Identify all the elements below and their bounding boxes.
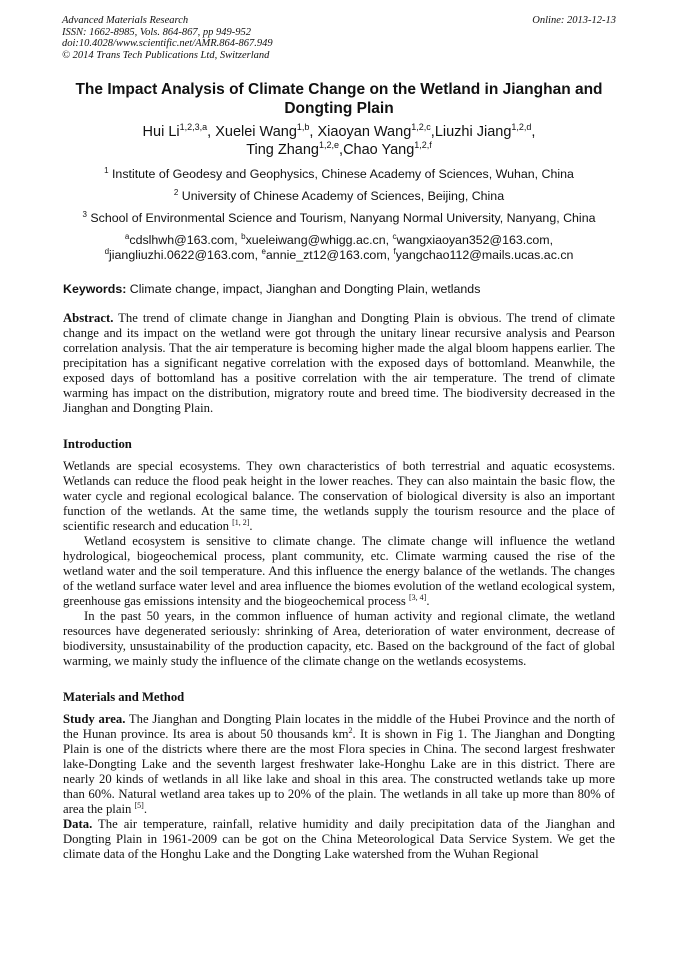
section-heading-methods: Materials and Method — [63, 690, 185, 704]
study-area-label: Study area. — [63, 712, 126, 726]
citation: [1, 2] — [232, 517, 250, 527]
abstract-label: Abstract. — [63, 311, 114, 325]
title-line-2: Dongting Plain — [284, 100, 394, 117]
citation: [3, 4] — [409, 592, 427, 602]
email-line-1 — [20, 233, 658, 248]
email: $^c$wangxiaoyan352@163.com, — [392, 231, 554, 247]
paper-title — [40, 80, 638, 118]
author: Ting Zhang$^{1,2,e}$, — [246, 140, 344, 158]
abstract — [63, 311, 615, 416]
author-line-2 — [40, 141, 638, 159]
affiliations — [20, 167, 658, 263]
author: Hui Li$^{1,2,3,a}$, — [142, 122, 216, 140]
email: $^e$annie_zt12@163.com, — [261, 246, 394, 262]
data-paragraph: Data. The air temperature, rainfall, relative humidity and daily precipitation data of the Jianghan and Dongting Plain in 1961-2009 can be got on the China Meteorological Data Service System. We get the climate data of the Honghu Lake and the Dongting Lake watershed from the Wuhan Regional — [63, 817, 615, 861]
affiliation: $^2$ University of Chinese Academy of Sciences, Beijing, China — [173, 187, 505, 203]
author-line-1 — [40, 123, 638, 141]
section-heading-introduction: Introduction — [63, 437, 132, 451]
author: Xiaoyan Wang$^{1,2,c}$, — [317, 122, 435, 140]
abstract-text: The trend of climate change in Jianghan and Dongting Plain is obvious. The trend of climate change and its impact on the wetland were got through the unitary linear recursive analysis and Pearson correlation analysis. That the air temperature is becoming higher made the algal bloom happens earlier. The precipitation has a significant negative correlation with the exposed days of bottomland. Meanwhile, the exposed days of bottomland has a positive correlation with the air temperature. The trend of climate warming has impact on the distribution, migratory route and breed time. The biodiversity decreased in the Jianghan and Dongting Plain. — [63, 311, 615, 415]
author: Xuelei Wang$^{1,b}$, — [215, 122, 318, 140]
journal-name: Advanced Materials Research — [62, 15, 189, 26]
study-area-paragraph: Study area. The Jianghan and Dongting Plain locates in the middle of the Hubei Province and the north of the Hunan province. Its area is about 50 thousands $km^2$. It is shown in Fig 1. The Jianghan and Dongting Plain is one of the districts where there are the most Flora species in China. The second largest freshwater lake-Dongting Lake and the seventh largest freshwater lake-Honghu Lake are in this district. There are nearly 20 kinds of wetlands in all like lake and shoal in this area. The constructed wetlands take up more than 60%. Natural wetland area takes up to 20% of the plain. The wetlands in all take up more than 80% of area the plain [5]. — [63, 712, 615, 816]
keywords-label: Keywords: — [63, 282, 127, 296]
journal-header — [62, 15, 616, 61]
author: Liuzhi Jiang$^{1,2,d}$, — [434, 122, 536, 140]
affiliation: $^1$ Institute of Geodesy and Geophysics, Chinese Academy of Sciences, Wuhan, China — [104, 165, 574, 181]
title-line-1: The Impact Analysis of Climate Change on the Wetland in Jianghan and — [75, 81, 603, 98]
issn-line: ISSN: 1662-8985, Vols. 864-867, pp 949-952 — [62, 26, 251, 38]
copyright-line: © 2014 Trans Tech Publications Ltd, Switzerland — [62, 49, 270, 61]
online-date: Online: 2013-12-13 — [532, 15, 616, 26]
author: Chao Yang$^{1,2,f}$ — [343, 140, 432, 158]
email: $^d$jiangliuzhi.0622@163.com, — [104, 246, 262, 262]
paper-body — [63, 307, 615, 862]
intro-paragraph-3: In the past 50 years, in the common influence of human activity and regional climate, the wetland resources have degenerated seriously: shrinking of Area, deterioration of water environment, decrease of biodiversity, unsustainability of the production capacity, etc. Based on the background of the fact of global warming, we mainly study the influence of the climate change on the wetlands ecosystems. — [63, 609, 615, 668]
author-list — [40, 123, 638, 159]
author-emails — [20, 233, 658, 263]
doi-line: doi:10.4028/www.scientific.net/AMR.864-867.949 — [62, 38, 273, 50]
affiliation: $^3$ School of Environmental Science and Tourism, Nanyang Normal University, Nanyang, China — [82, 209, 596, 225]
email-line-2 — [20, 248, 658, 263]
intro-paragraph-2: Wetland ecosystem is sensitive to climate change. The climate change will influence the wetland hydrological, biogeochemical process, plant community, etc. Climate warming caused the rise of the wetland water and the soil temperature. And this influence the energy balance of the wetlands. The changes of the wetland surface water level and area influence the biomes evolution of the wetland ecological system, greenhouse gas emissions intensity and the biogeochemical process [3, 4]. — [63, 534, 615, 608]
citation: [5] — [134, 800, 144, 810]
data-label: Data. — [63, 817, 93, 831]
intro-paragraph-1: Wetlands are special ecosystems. They own characteristics of both terrestrial and aquatic ecosystems. Wetlands can reduce the flood peak height in the lower reaches. They can also maintain the basic flow, the water cycle and regional ecological balance. The conservation of biological diversity is also an important function of the wetlands. At the same time, the wetlands supply the tourism resource and the place of scientific research and education [1, 2]. — [63, 459, 615, 533]
email: $^a$cdslhwh@163.com, — [124, 231, 242, 247]
email: $^b$xueleiwang@whigg.ac.cn, — [241, 231, 393, 247]
keywords-text: Climate change, impact, Jianghan and Dongting Plain, wetlands — [126, 282, 481, 296]
keywords — [63, 282, 615, 297]
email: $^f$yangchao112@mails.ucas.ac.cn — [393, 246, 574, 262]
